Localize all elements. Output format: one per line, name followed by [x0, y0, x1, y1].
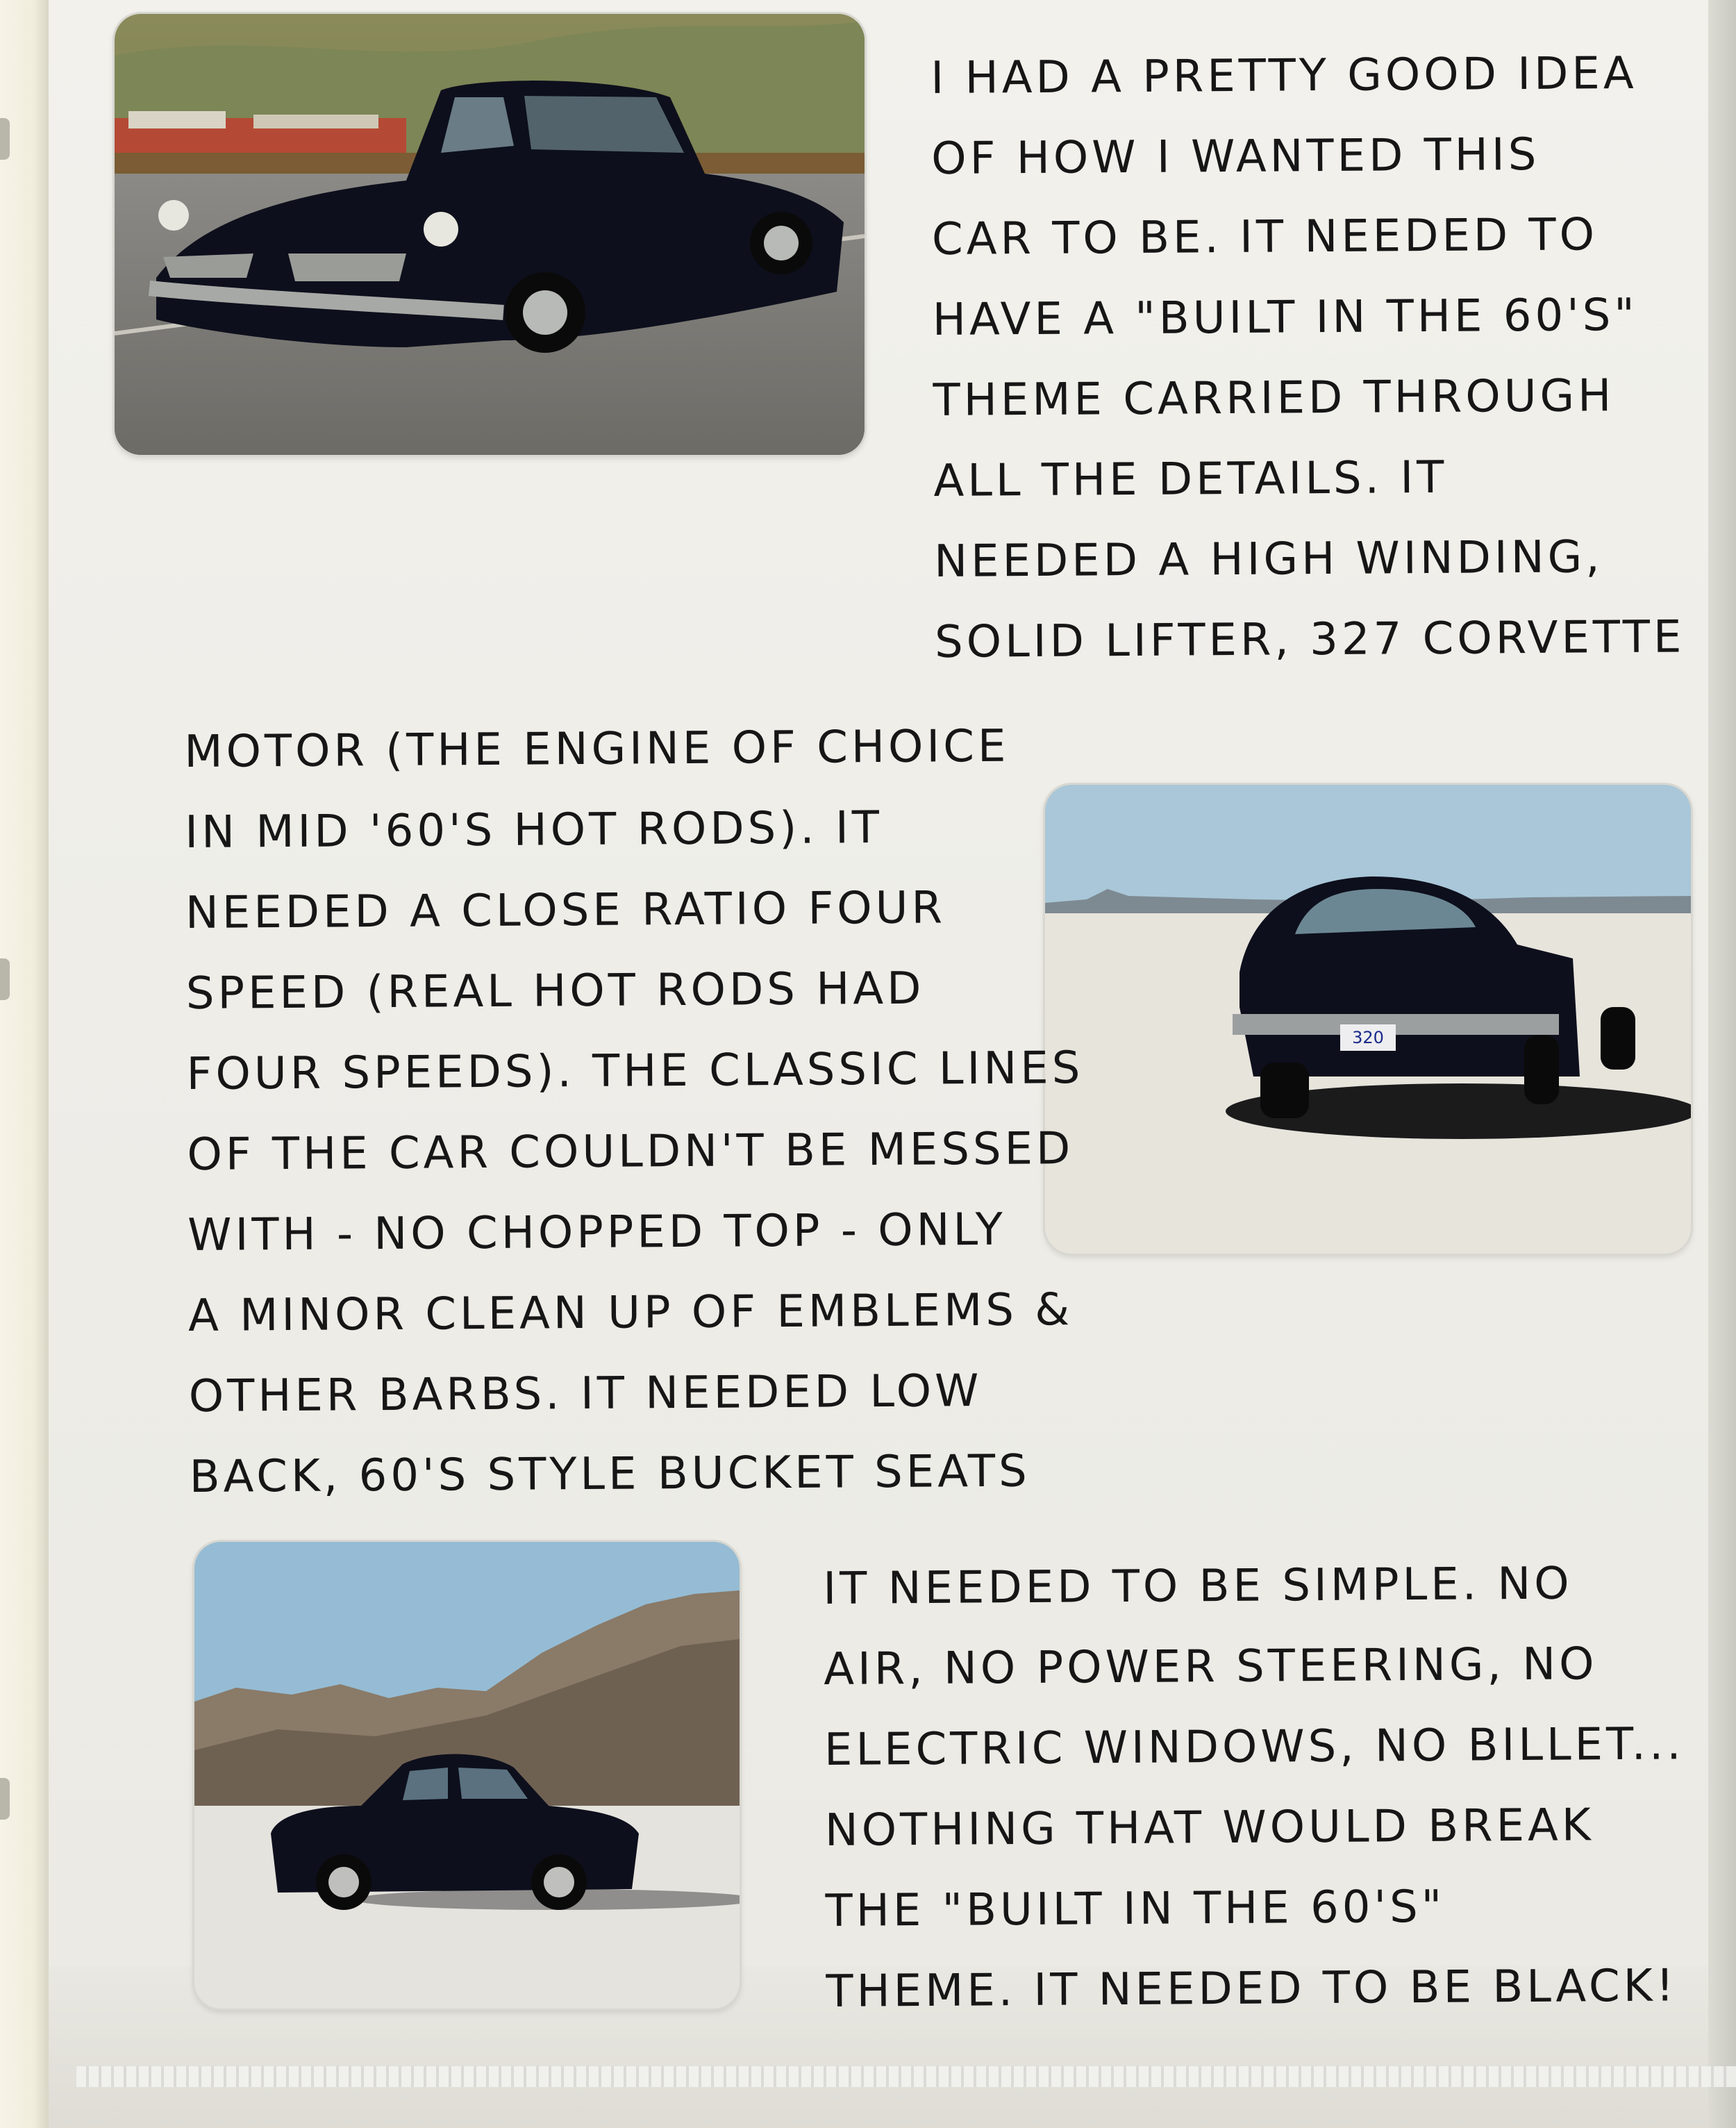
handwritten-paragraph-1: [930, 33, 1685, 683]
photo-car-rear-salt-flats: [1045, 785, 1691, 1254]
text-line: NEEDED A HIGH WINDING,: [934, 531, 1603, 588]
text-line: NEEDED A CLOSE RATIO FOUR: [185, 882, 946, 939]
text-line: I HAD A PRETTY GOOD IDEA: [930, 47, 1637, 104]
sleeve-edge: [76, 2066, 1736, 2087]
text-line: A MINOR CLEAN UP OF EMBLEMS &: [187, 1284, 1074, 1342]
binder-hole: [0, 958, 10, 1000]
text-line: WITH - NO CHOPPED TOP - ONLY: [187, 1204, 1007, 1261]
text-line: OF HOW I WANTED THIS: [930, 128, 1540, 185]
handwritten-paragraph-2: [184, 706, 1087, 1518]
binder-hole: [0, 118, 10, 160]
binder-hole: [0, 1778, 10, 1820]
text-line: IN MID '60'S HOT RODS). IT: [184, 801, 883, 858]
text-line: THEME CARRIED THROUGH: [933, 370, 1615, 426]
text-line: OF THE CAR COULDN'T BE MESSED: [187, 1123, 1074, 1181]
text-line: NOTHING THAT WOULD BREAK: [824, 1799, 1595, 1856]
text-line: SOLID LIFTER, 327 CORVETTE: [934, 611, 1685, 668]
text-line: AIR, NO POWER STEERING, NO: [823, 1638, 1598, 1695]
text-line: THE "BUILT IN THE 60'S": [825, 1881, 1446, 1937]
text-line: THEME. IT NEEDED TO BE BLACK!: [826, 1960, 1678, 2018]
text-line: ELECTRIC WINDOWS, NO BILLET...: [824, 1718, 1685, 1776]
license-plate: 320: [1352, 1028, 1384, 1047]
text-line: IT NEEDED TO BE SIMPLE. NO: [823, 1558, 1573, 1615]
photo-car-side-salt-flats: [194, 1542, 740, 2009]
handwritten-paragraph-3: [823, 1543, 1686, 2032]
page-edge: [1708, 0, 1736, 2128]
text-line: OTHER BARBS. IT NEEDED LOW: [188, 1365, 983, 1422]
binder-strip: [0, 0, 49, 2128]
photo-car-on-highway: [115, 14, 865, 455]
text-line: ALL THE DETAILS. IT: [933, 451, 1448, 507]
text-line: CAR TO BE. IT NEEDED TO: [931, 209, 1599, 265]
text-line: SPEED (REAL HOT RODS HAD: [185, 963, 925, 1020]
text-line: BACK, 60'S STYLE BUCKET SEATS: [189, 1445, 1030, 1503]
text-line: MOTOR (THE ENGINE OF CHOICE: [184, 720, 1010, 778]
text-line: HAVE A "BUILT IN THE 60'S": [932, 289, 1639, 346]
text-line: FOUR SPEEDS). THE CLASSIC LINES: [186, 1042, 1084, 1100]
